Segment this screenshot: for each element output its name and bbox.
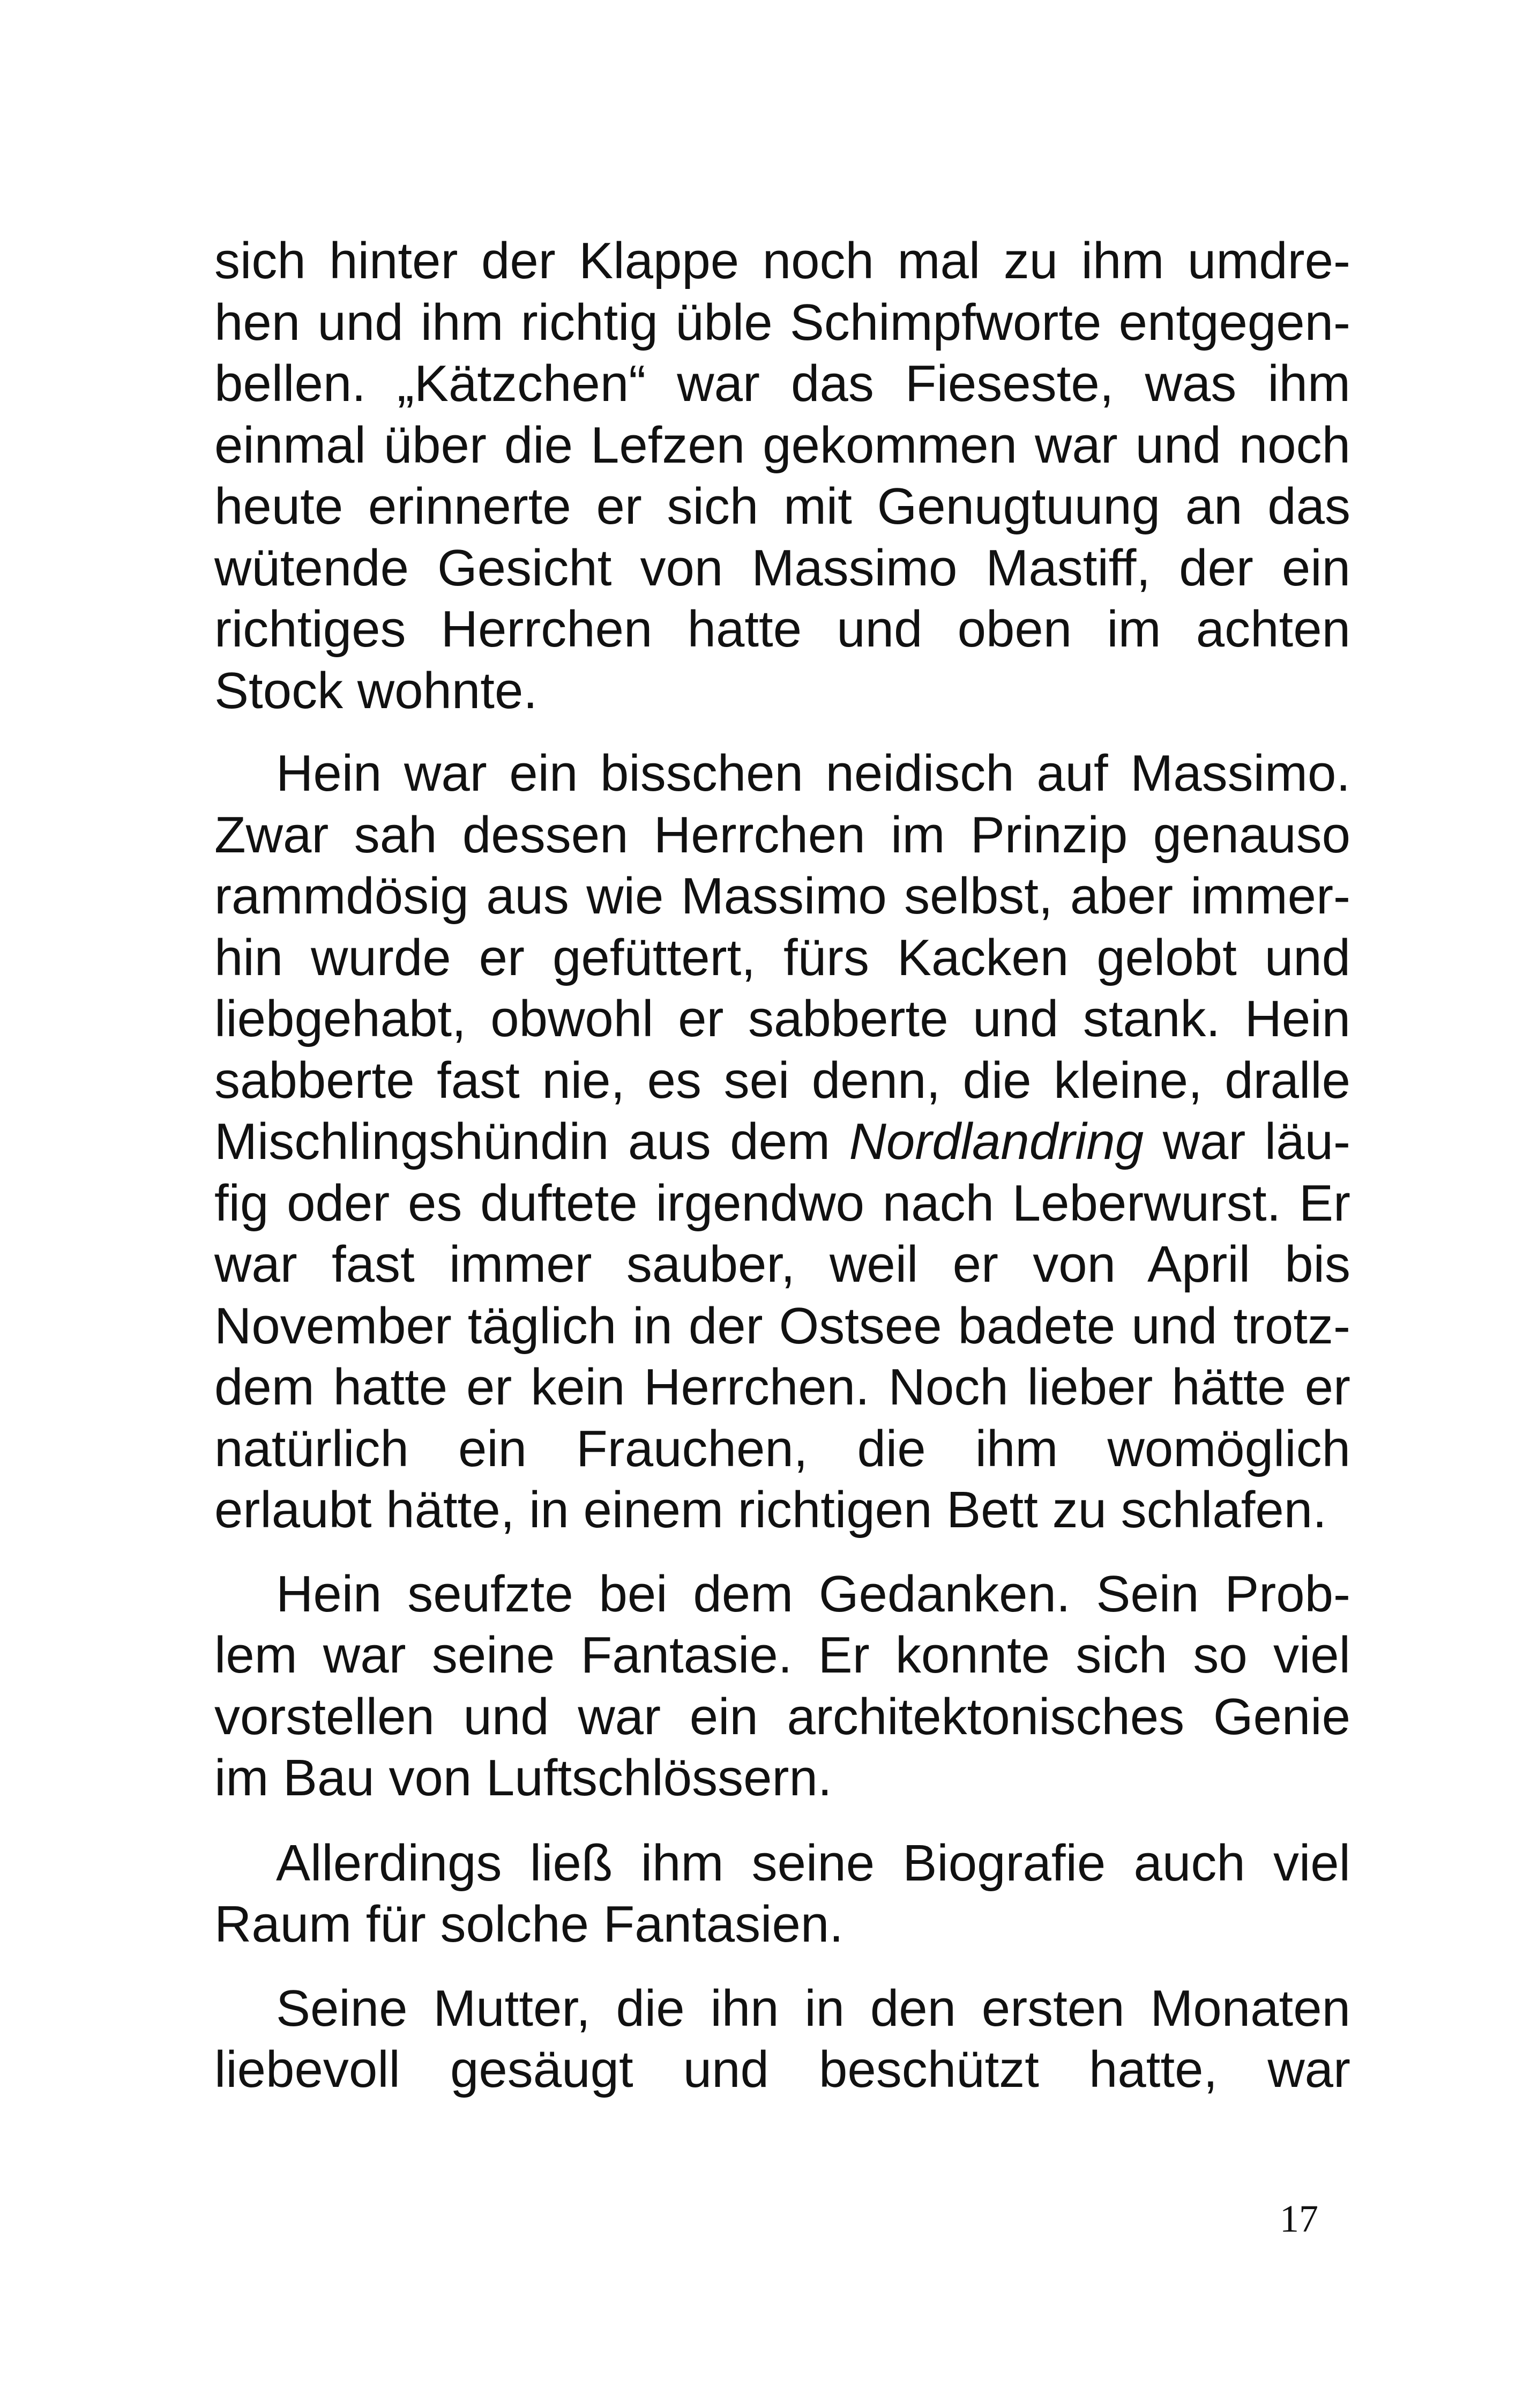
paragraph-1 — [214, 231, 1350, 722]
text-line: richtiges Herrchen hatte und oben im achten — [214, 600, 1350, 658]
text-line: fig oder es duftete irgendwo nach Leberwurst. Er — [214, 1174, 1350, 1232]
page-number: 17 — [1280, 2197, 1318, 2240]
text-line: Hein seufzte bei dem Gedanken. Sein Prob- — [276, 1565, 1350, 1623]
text-line: liebevoll gesäugt und beschützt hatte, war — [214, 2041, 1350, 2098]
text-line: rammdösig aus wie Massimo selbst, aber immer- — [214, 867, 1350, 925]
text-line: im Bau von Luftschlössern. — [214, 1749, 832, 1807]
text-line: natürlich ein Frauchen, die ihm womöglich — [214, 1419, 1350, 1477]
text-line-with-italic — [214, 1111, 1350, 1173]
text-line: dem hatte er kein Herrchen. Noch lieber hätte er — [214, 1358, 1350, 1416]
text-segment: Mischlingshündin aus dem — [214, 1113, 849, 1170]
paragraph-gap — [214, 1541, 1350, 1564]
text-line: wütende Gesicht von Massimo Mastiff, der ein — [214, 539, 1350, 597]
paragraph-gap — [214, 722, 1350, 743]
text-line: hin wurde er gefüttert, fürs Kacken gelobt und — [214, 928, 1350, 986]
text-line: lem war seine Fantasie. Er konnte sich so viel — [214, 1626, 1350, 1684]
paragraph-5 — [214, 1978, 1350, 2101]
text-line: vorstellen und war ein architektonisches Genie — [214, 1688, 1350, 1745]
text-line: Hein war ein bisschen neidisch auf Massimo. — [276, 745, 1350, 802]
street-name-italic: Nordlandring — [849, 1113, 1144, 1170]
text-line: liebgehabt, obwohl er sabberte und stank. Hein — [214, 990, 1350, 1047]
text-line: Raum für solche Fantasien. — [214, 1896, 843, 1953]
text-line: November täglich in der Ostsee badete und trotz- — [214, 1297, 1350, 1355]
text-line: heute erinnerte er sich mit Genugtuung an das — [214, 478, 1350, 535]
paragraph-3 — [214, 1564, 1350, 1809]
paragraph-2 — [214, 743, 1350, 1541]
text-line: erlaubt hätte, in einem richtigen Bett zu schlafen. — [214, 1481, 1327, 1539]
paragraph-gap — [214, 1956, 1350, 1978]
text-line: einmal über die Lefzen gekommen war und noch — [214, 416, 1350, 474]
text-line: sich hinter der Klappe noch mal zu ihm umdre- — [214, 232, 1350, 289]
text-line: Stock wohnte. — [214, 662, 537, 719]
text-line: Seine Mutter, die ihn in den ersten Monaten — [276, 1979, 1350, 2037]
text-line: hen und ihm richtig üble Schimpfworte entgegen- — [214, 293, 1350, 351]
paragraph-4 — [214, 1833, 1350, 1956]
text-line: Allerdings ließ ihm seine Biografie auch viel — [276, 1834, 1350, 1892]
text-segment: war läu- — [1144, 1113, 1351, 1170]
paragraph-gap — [214, 1809, 1350, 1833]
text-line: war fast immer sauber, weil er von April bis — [214, 1236, 1350, 1293]
text-line: sabberte fast nie, es sei denn, die kleine, dralle — [214, 1051, 1350, 1109]
text-line: bellen. „Kätzchen“ war das Fieseste, was ihm — [214, 355, 1350, 412]
text-line: Zwar sah dessen Herrchen im Prinzip genauso — [214, 806, 1350, 864]
body-text — [214, 231, 1350, 2101]
